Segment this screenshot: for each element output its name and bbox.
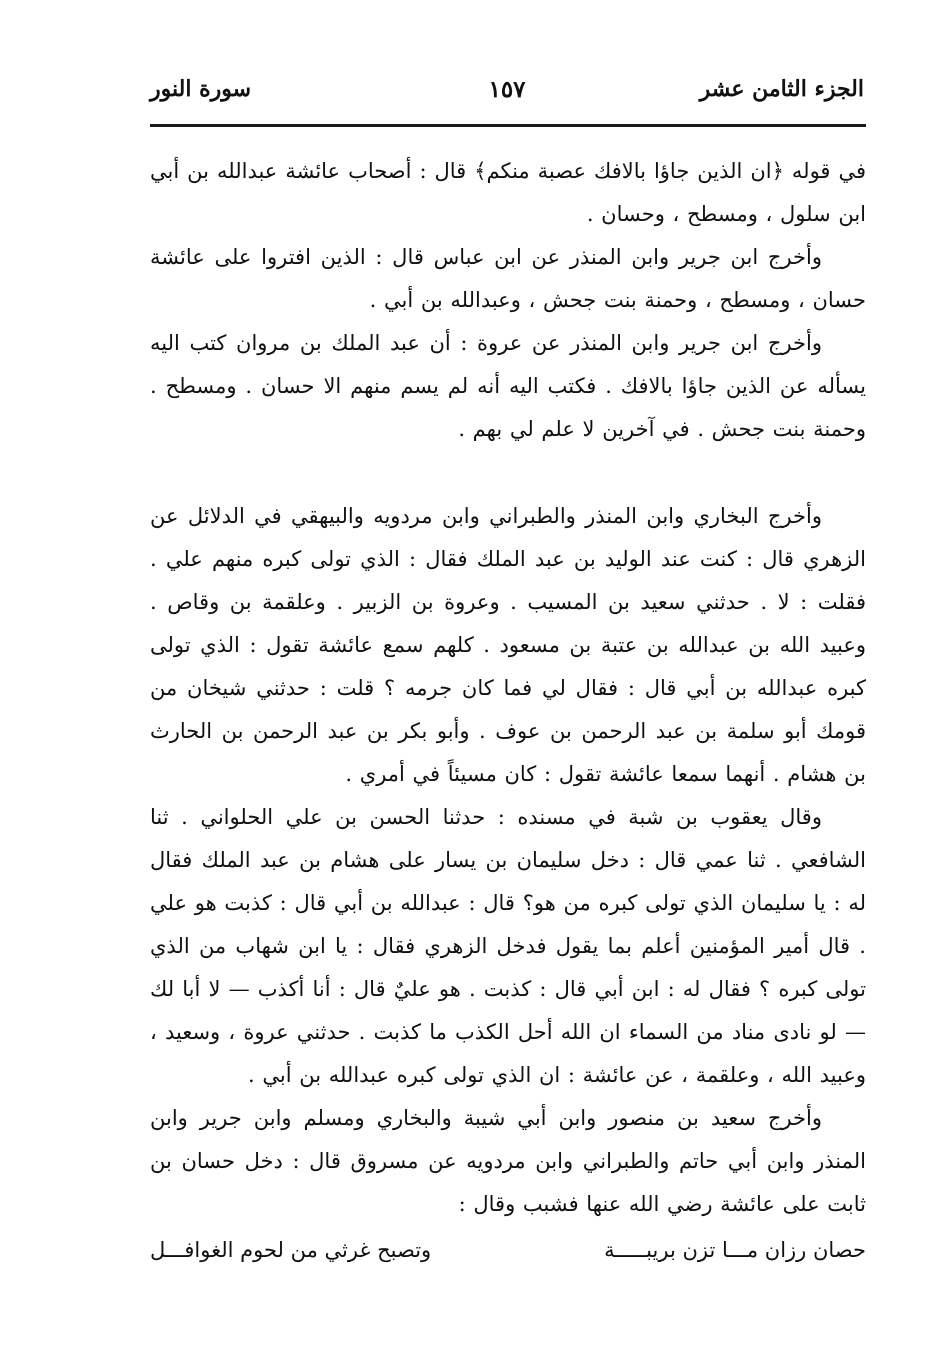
surah-title: سورة النور — [150, 76, 252, 102]
paragraph-gap — [150, 451, 866, 495]
paragraph: وأخرج سعيد بن منصور وابن أبي شيبة والبخاري ومسلم وابن جرير وابن المنذر وابن أبي حاتم والطبراني وابن مردويه عن مسروق قال : دخل حسان بن ثابت على عائشة رضي الله عنها فشبب وقال : — [150, 1106, 866, 1216]
page-number: ١٥٧ — [488, 76, 526, 103]
paragraph: وأخرج ابن جرير وابن المنذر عن عروة : أن عبد الملك بن مروان كتب اليه يسأله عن الذين جاؤا بالافك . فكتب اليه أنه لم يسم منهم الا حسان . ومسطح . وحمنة بنت جحش . في آخرين لا علم لي بهم . — [150, 331, 866, 441]
verse-second-hemistich: وتصبح غرثي من لحوم الغوافـــل — [150, 1238, 432, 1262]
paragraph: وأخرج ابن جرير وابن المنذر عن ابن عباس قال : الذين افتروا على عائشة حسان ، ومسطح ، وحمنة بنت جحش ، وعبدالله بن أبي . — [150, 245, 866, 312]
poetry-verse — [150, 1230, 866, 1270]
running-head — [150, 76, 864, 116]
main-text — [150, 150, 866, 1270]
paragraph: وأخرج البخاري وابن المنذر والطبراني وابن مردويه والبيهقي في الدلائل عن الزهري قال : كنت عند الوليد بن عبد الملك فقال : الذي تولى كبره منهم علي . فقلت : لا . حدثني سعيد بن المسيب . وعروة بن الزبير . وعلقمة بن وقاص . وعبيد الله بن عبدالله بن عتبة بن مسعود . كلهم سمع عائشة تقول : الذي تولى كبره عبدالله بن أبي قال : فقال لي فما كان جرمه ؟ قلت : حدثني شيخان من قومك أبو سلمة بن عبد الرحمن بن عوف . وأبو بكر بن عبد الرحمن بن الحارث بن هشام . أنهما سمعا عائشة تقول : كان مسيئاً في أمري . — [150, 504, 866, 786]
header-rule — [150, 124, 866, 127]
part-title: الجزء الثامن عشر — [699, 76, 864, 102]
verse-first-hemistich: حصان رزان مـــا تزن بريبـــــة — [604, 1238, 866, 1262]
paragraph: وقال يعقوب بن شبة في مسنده : حدثنا الحسن بن علي الحلواني . ثنا الشافعي . ثنا عمي قال : دخل سليمان بن يسار على هشام بن عبد الملك فقال له : يا سليمان الذي تولى كبره من هو؟ قال : عبدالله بن أبي قال : كذبت هو علي . قال أمير المؤمنين أعلم بما يقول فدخل الزهري فقال : يا ابن شهاب من الذي تولى كبره ؟ فقال له : ابن أبي قال : كذبت . هو عليٌ قال : أنا أكذب — لا أبا لك — لو نادى مناد من السماء ان الله أحل الكذب ما كذبت . حدثني عروة ، وسعيد ، وعبيد الله ، وعلقمة ، عن عائشة : ان الذي تولى كبره عبدالله بن أبي . — [150, 805, 866, 1087]
paragraph: في قوله ﴿ان الذين جاؤا بالافك عصبة منكم﴾ قال : أصحاب عائشة عبدالله بن أبي ابن سلول ، ومسطح ، وحسان . — [150, 159, 866, 226]
